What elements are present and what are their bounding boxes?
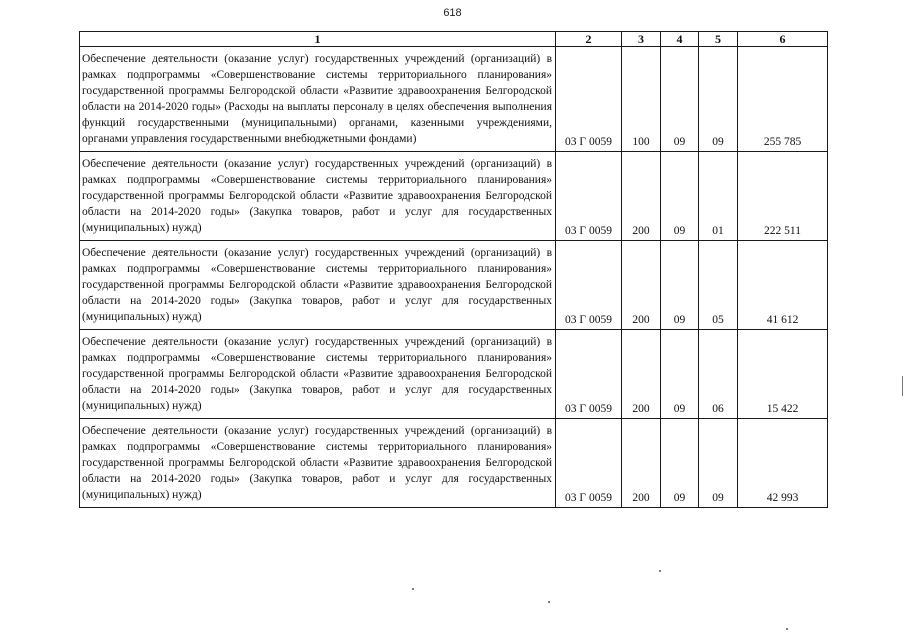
row-amount: 255 785 bbox=[738, 47, 828, 152]
table-header-row bbox=[80, 32, 828, 47]
table-row bbox=[80, 152, 828, 241]
scan-speck bbox=[786, 628, 788, 630]
table-row bbox=[80, 419, 828, 508]
scan-edge-mark bbox=[902, 376, 903, 396]
page-number: 618 bbox=[443, 7, 462, 19]
row-amount: 15 422 bbox=[738, 330, 828, 419]
row-subsection: 06 bbox=[699, 330, 738, 419]
row-description: Обеспечение деятельности (оказание услуг) государственных учреждений (организаций) в рамках подпрограммы «Совершенствование системы территориального планирования» государственной программы Белгородской области «Развитие здравоохранения Белгородской области на 2014-2020 годы» (Закупка товаров, работ и услуг для государственных (муниципальных) нужд) bbox=[80, 152, 556, 241]
budget-table bbox=[79, 31, 828, 508]
row-description: Обеспечение деятельности (оказание услуг) государственных учреждений (организаций) в рамках подпрограммы «Совершенствование системы территориального планирования» государственной программы Белгородской области «Развитие здравоохранения Белгородской области на 2014-2020 годы» (Закупка товаров, работ и услуг для государственных (муниципальных) нужд) bbox=[80, 419, 556, 508]
row-expense-type: 200 bbox=[622, 419, 661, 508]
scan-speck bbox=[548, 601, 550, 603]
column-header-3: 3 bbox=[622, 32, 661, 47]
column-header-1: 1 bbox=[80, 32, 556, 47]
row-target-code: 03 Г 0059 bbox=[556, 47, 622, 152]
row-section: 09 bbox=[661, 419, 699, 508]
row-expense-type: 100 bbox=[622, 47, 661, 152]
row-expense-type: 200 bbox=[622, 330, 661, 419]
row-section: 09 bbox=[661, 241, 699, 330]
row-amount: 41 612 bbox=[738, 241, 828, 330]
table-row bbox=[80, 330, 828, 419]
row-subsection: 05 bbox=[699, 241, 738, 330]
row-section: 09 bbox=[661, 152, 699, 241]
row-target-code: 03 Г 0059 bbox=[556, 419, 622, 508]
column-header-5: 5 bbox=[699, 32, 738, 47]
row-description: Обеспечение деятельности (оказание услуг) государственных учреждений (организаций) в рамках подпрограммы «Совершенствование системы территориального планирования» государственной программы Белгородской области «Развитие здравоохранения Белгородской области на 2014-2020 годы» (Закупка товаров, работ и услуг для государственных (муниципальных) нужд) bbox=[80, 241, 556, 330]
column-header-2: 2 bbox=[556, 32, 622, 47]
row-description: Обеспечение деятельности (оказание услуг) государственных учреждений (организаций) в рамках подпрограммы «Совершенствование системы территориального планирования» государственной программы Белгородской области «Развитие здравоохранения Белгородской области на 2014-2020 годы» (Расходы на выплаты персоналу в целях обеспечения выполнения функций государственными (муниципальными) органами, казенными учреждениями, органами управления государственными внебюджетными фондами) bbox=[80, 47, 556, 152]
row-subsection: 01 bbox=[699, 152, 738, 241]
table-row bbox=[80, 47, 828, 152]
row-target-code: 03 Г 0059 bbox=[556, 241, 622, 330]
column-header-4: 4 bbox=[661, 32, 699, 47]
scan-speck bbox=[659, 570, 661, 572]
row-section: 09 bbox=[661, 330, 699, 419]
row-expense-type: 200 bbox=[622, 152, 661, 241]
row-amount: 222 511 bbox=[738, 152, 828, 241]
row-subsection: 09 bbox=[699, 419, 738, 508]
row-target-code: 03 Г 0059 bbox=[556, 152, 622, 241]
scan-speck bbox=[412, 588, 414, 590]
row-description: Обеспечение деятельности (оказание услуг) государственных учреждений (организаций) в рамках подпрограммы «Совершенствование системы территориального планирования» государственной программы Белгородской области «Развитие здравоохранения Белгородской области на 2014-2020 годы» (Закупка товаров, работ и услуг для государственных (муниципальных) нужд) bbox=[80, 330, 556, 419]
table-row bbox=[80, 241, 828, 330]
column-header-6: 6 bbox=[738, 32, 828, 47]
row-expense-type: 200 bbox=[622, 241, 661, 330]
row-target-code: 03 Г 0059 bbox=[556, 330, 622, 419]
row-amount: 42 993 bbox=[738, 419, 828, 508]
row-subsection: 09 bbox=[699, 47, 738, 152]
row-section: 09 bbox=[661, 47, 699, 152]
